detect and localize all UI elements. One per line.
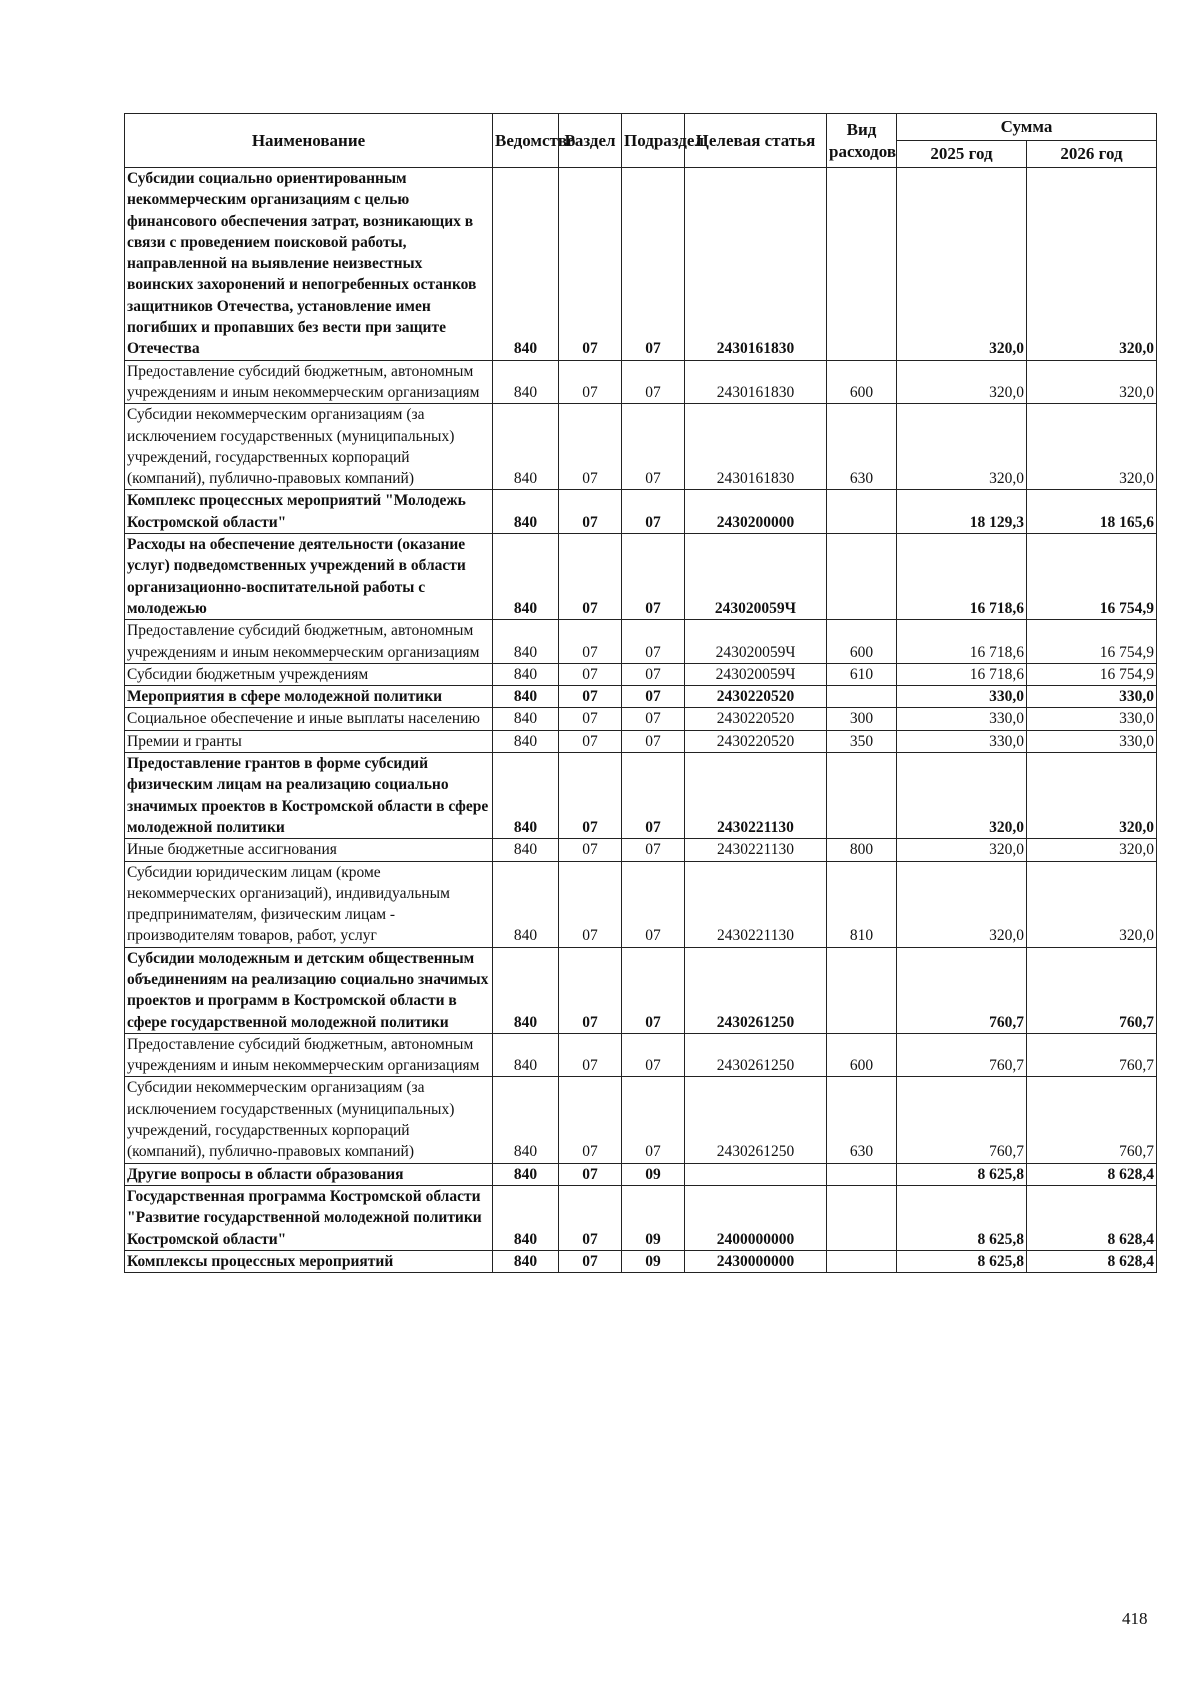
row-sum-2026: 8 628,4 (1027, 1185, 1157, 1250)
row-name: Иные бюджетные ассигнования (125, 839, 493, 861)
row-podrazdel: 07 (622, 708, 685, 730)
row-vedomstvo: 840 (493, 490, 559, 534)
row-name: Субсидии бюджетным учреждениям (125, 663, 493, 685)
row-vid-rashodov (827, 490, 897, 534)
row-razdel: 07 (559, 1033, 622, 1077)
row-vedomstvo: 840 (493, 861, 559, 947)
table-row (125, 1033, 1157, 1077)
row-podrazdel: 07 (622, 534, 685, 620)
row-sum-2025: 320,0 (897, 360, 1027, 404)
row-celevaya-statya: 2430221130 (685, 753, 827, 839)
row-vedomstvo: 840 (493, 1077, 559, 1163)
row-name: Предоставление субсидий бюджетным, автономным учреждениям и иным некоммерческим организациям (125, 1033, 493, 1077)
row-sum-2025: 18 129,3 (897, 490, 1027, 534)
row-celevaya-statya: 2400000000 (685, 1185, 827, 1250)
row-name: Субсидии молодежным и детским общественным объединениям на реализацию социально значимых проектов и программ в Костромской области в сфере государственной молодежной политики (125, 947, 493, 1033)
header-vid-rashodov: Вид расходов (827, 114, 897, 168)
header-year-2026: 2026 год (1027, 141, 1157, 168)
row-name: Субсидии юридическим лицам (кроме некоммерческих организаций), индивидуальным предпринимателям, физическим лицам - производителям товаров, работ, услуг (125, 861, 493, 947)
row-celevaya-statya: 243020059Ч (685, 663, 827, 685)
row-vedomstvo: 840 (493, 404, 559, 490)
row-vid-rashodov: 350 (827, 730, 897, 752)
row-podrazdel: 07 (622, 839, 685, 861)
row-sum-2025: 16 718,6 (897, 534, 1027, 620)
row-razdel: 07 (559, 686, 622, 708)
row-vedomstvo: 840 (493, 1250, 559, 1272)
row-vid-rashodov (827, 1163, 897, 1185)
row-vid-rashodov: 600 (827, 620, 897, 664)
row-celevaya-statya: 2430220520 (685, 686, 827, 708)
header-celevaya-statya: Целевая статья (685, 114, 827, 168)
row-name: Комплексы процессных мероприятий (125, 1250, 493, 1272)
row-sum-2025: 330,0 (897, 686, 1027, 708)
row-sum-2025: 8 625,8 (897, 1163, 1027, 1185)
row-name: Комплекс процессных мероприятий "Молодежь Костромской области" (125, 490, 493, 534)
row-sum-2025: 320,0 (897, 753, 1027, 839)
row-celevaya-statya: 2430161830 (685, 168, 827, 361)
row-razdel: 07 (559, 1163, 622, 1185)
row-name: Субсидии некоммерческим организациям (за исключением государственных (муниципальных) учреждений, государственных корпораций (компаний), публично-правовых компаний) (125, 1077, 493, 1163)
row-vid-rashodov: 810 (827, 861, 897, 947)
row-sum-2026: 330,0 (1027, 686, 1157, 708)
row-celevaya-statya (685, 1163, 827, 1185)
row-celevaya-statya: 243020059Ч (685, 620, 827, 664)
row-podrazdel: 07 (622, 1077, 685, 1163)
row-vid-rashodov (827, 686, 897, 708)
row-vid-rashodov (827, 534, 897, 620)
row-vid-rashodov (827, 1250, 897, 1272)
table-row (125, 1250, 1157, 1272)
row-sum-2026: 320,0 (1027, 404, 1157, 490)
row-podrazdel: 09 (622, 1250, 685, 1272)
header-name: Наименование (125, 114, 493, 168)
table-row (125, 404, 1157, 490)
row-sum-2025: 330,0 (897, 708, 1027, 730)
table-header (125, 114, 1157, 168)
row-vid-rashodov: 630 (827, 1077, 897, 1163)
row-sum-2026: 320,0 (1027, 753, 1157, 839)
row-sum-2026: 320,0 (1027, 861, 1157, 947)
row-sum-2026: 760,7 (1027, 947, 1157, 1033)
row-celevaya-statya: 2430220520 (685, 708, 827, 730)
page-number: 418 (1122, 1609, 1148, 1628)
row-celevaya-statya: 2430261250 (685, 1077, 827, 1163)
table-row (125, 360, 1157, 404)
row-vid-rashodov (827, 168, 897, 361)
row-sum-2025: 16 718,6 (897, 620, 1027, 664)
row-vedomstvo: 840 (493, 534, 559, 620)
row-vedomstvo: 840 (493, 168, 559, 361)
row-razdel: 07 (559, 861, 622, 947)
row-vedomstvo: 840 (493, 686, 559, 708)
row-vedomstvo: 840 (493, 730, 559, 752)
row-podrazdel: 07 (622, 490, 685, 534)
row-name: Предоставление грантов в форме субсидий физическим лицам на реализацию социально значимых проектов в Костромской области в сфере молодежной политики (125, 753, 493, 839)
row-vedomstvo: 840 (493, 1163, 559, 1185)
row-celevaya-statya: 2430261250 (685, 947, 827, 1033)
row-sum-2025: 8 625,8 (897, 1185, 1027, 1250)
row-celevaya-statya: 2430161830 (685, 360, 827, 404)
row-razdel: 07 (559, 839, 622, 861)
row-razdel: 07 (559, 1250, 622, 1272)
row-vid-rashodov (827, 1185, 897, 1250)
row-celevaya-statya: 2430000000 (685, 1250, 827, 1272)
row-razdel: 07 (559, 1077, 622, 1163)
row-celevaya-statya: 2430220520 (685, 730, 827, 752)
table-row (125, 490, 1157, 534)
row-name: Субсидии некоммерческим организациям (за исключением государственных (муниципальных) учреждений, государственных корпораций (компаний), публично-правовых компаний) (125, 404, 493, 490)
row-name: Расходы на обеспечение деятельности (оказание услуг) подведомственных учреждений в области организационно-воспитательной работы с молодежью (125, 534, 493, 620)
row-razdel: 07 (559, 730, 622, 752)
row-sum-2026: 760,7 (1027, 1033, 1157, 1077)
row-razdel: 07 (559, 534, 622, 620)
row-razdel: 07 (559, 753, 622, 839)
row-sum-2026: 320,0 (1027, 168, 1157, 361)
row-podrazdel: 07 (622, 730, 685, 752)
row-razdel: 07 (559, 947, 622, 1033)
header-summa: Сумма (897, 114, 1157, 141)
table-row (125, 168, 1157, 361)
row-sum-2026: 18 165,6 (1027, 490, 1157, 534)
row-podrazdel: 07 (622, 168, 685, 361)
table-row (125, 686, 1157, 708)
row-podrazdel: 07 (622, 663, 685, 685)
row-name: Мероприятия в сфере молодежной политики (125, 686, 493, 708)
row-razdel: 07 (559, 490, 622, 534)
budget-table (124, 113, 1157, 1273)
row-vedomstvo: 840 (493, 620, 559, 664)
row-sum-2026: 16 754,9 (1027, 620, 1157, 664)
row-vedomstvo: 840 (493, 839, 559, 861)
row-sum-2025: 8 625,8 (897, 1250, 1027, 1272)
row-celevaya-statya: 2430261250 (685, 1033, 827, 1077)
row-sum-2026: 8 628,4 (1027, 1250, 1157, 1272)
row-celevaya-statya: 2430161830 (685, 404, 827, 490)
table-row (125, 620, 1157, 664)
table-row (125, 708, 1157, 730)
row-vid-rashodov: 300 (827, 708, 897, 730)
table-row (125, 947, 1157, 1033)
row-vid-rashodov: 630 (827, 404, 897, 490)
row-name: Государственная программа Костромской области "Развитие государственной молодежной политики Костромской области" (125, 1185, 493, 1250)
row-vedomstvo: 840 (493, 753, 559, 839)
row-celevaya-statya: 243020059Ч (685, 534, 827, 620)
row-podrazdel: 07 (622, 753, 685, 839)
row-podrazdel: 07 (622, 1033, 685, 1077)
row-sum-2025: 320,0 (897, 861, 1027, 947)
row-celevaya-statya: 2430221130 (685, 839, 827, 861)
row-podrazdel: 07 (622, 686, 685, 708)
row-podrazdel: 07 (622, 620, 685, 664)
table-body (125, 168, 1157, 1273)
table-row (125, 1077, 1157, 1163)
row-razdel: 07 (559, 663, 622, 685)
header-podrazdel: Подраздел (622, 114, 685, 168)
row-vedomstvo: 840 (493, 663, 559, 685)
table-row (125, 534, 1157, 620)
row-podrazdel: 07 (622, 360, 685, 404)
row-sum-2026: 330,0 (1027, 708, 1157, 730)
row-sum-2026: 760,7 (1027, 1077, 1157, 1163)
row-vedomstvo: 840 (493, 708, 559, 730)
row-razdel: 07 (559, 360, 622, 404)
row-podrazdel: 07 (622, 404, 685, 490)
row-sum-2026: 320,0 (1027, 360, 1157, 404)
row-vid-rashodov: 600 (827, 1033, 897, 1077)
row-celevaya-statya: 2430221130 (685, 861, 827, 947)
row-sum-2025: 16 718,6 (897, 663, 1027, 685)
row-vid-rashodov: 610 (827, 663, 897, 685)
row-razdel: 07 (559, 1185, 622, 1250)
row-sum-2026: 8 628,4 (1027, 1163, 1157, 1185)
table-row (125, 1163, 1157, 1185)
row-name: Другие вопросы в области образования (125, 1163, 493, 1185)
row-sum-2026: 16 754,9 (1027, 534, 1157, 620)
row-sum-2026: 320,0 (1027, 839, 1157, 861)
row-sum-2025: 320,0 (897, 404, 1027, 490)
row-name: Субсидии социально ориентированным некоммерческим организациям с целью финансового обеспечения затрат, возникающих в связи с проведением поисковой работы, направленной на выявление неизвестных воинских захоронений и непогребенных останков защитников Отечества, установление имен погибших и пропавших без вести при защите Отечества (125, 168, 493, 361)
header-razdel: Раздел (559, 114, 622, 168)
row-sum-2025: 330,0 (897, 730, 1027, 752)
row-razdel: 07 (559, 168, 622, 361)
row-vedomstvo: 840 (493, 1185, 559, 1250)
row-razdel: 07 (559, 708, 622, 730)
table-row (125, 663, 1157, 685)
row-vid-rashodov: 800 (827, 839, 897, 861)
row-sum-2025: 760,7 (897, 947, 1027, 1033)
row-podrazdel: 09 (622, 1163, 685, 1185)
row-celevaya-statya: 2430200000 (685, 490, 827, 534)
table-row (125, 730, 1157, 752)
row-podrazdel: 07 (622, 861, 685, 947)
row-sum-2026: 16 754,9 (1027, 663, 1157, 685)
row-name: Предоставление субсидий бюджетным, автономным учреждениям и иным некоммерческим организациям (125, 620, 493, 664)
row-vedomstvo: 840 (493, 947, 559, 1033)
row-sum-2025: 760,7 (897, 1033, 1027, 1077)
row-name: Премии и гранты (125, 730, 493, 752)
row-sum-2026: 330,0 (1027, 730, 1157, 752)
row-podrazdel: 07 (622, 947, 685, 1033)
table-row (125, 861, 1157, 947)
row-razdel: 07 (559, 620, 622, 664)
row-name: Социальное обеспечение и иные выплаты населению (125, 708, 493, 730)
row-sum-2025: 320,0 (897, 168, 1027, 361)
row-vid-rashodov (827, 753, 897, 839)
row-sum-2025: 320,0 (897, 839, 1027, 861)
row-vid-rashodov: 600 (827, 360, 897, 404)
table-row (125, 753, 1157, 839)
table-row (125, 839, 1157, 861)
row-podrazdel: 09 (622, 1185, 685, 1250)
row-razdel: 07 (559, 404, 622, 490)
row-vedomstvo: 840 (493, 360, 559, 404)
row-vedomstvo: 840 (493, 1033, 559, 1077)
row-name: Предоставление субсидий бюджетным, автономным учреждениям и иным некоммерческим организациям (125, 360, 493, 404)
row-sum-2025: 760,7 (897, 1077, 1027, 1163)
header-year-2025: 2025 год (897, 141, 1027, 168)
table-row (125, 1185, 1157, 1250)
header-vedomstvo: Ведомство (493, 114, 559, 168)
row-vid-rashodov (827, 947, 897, 1033)
